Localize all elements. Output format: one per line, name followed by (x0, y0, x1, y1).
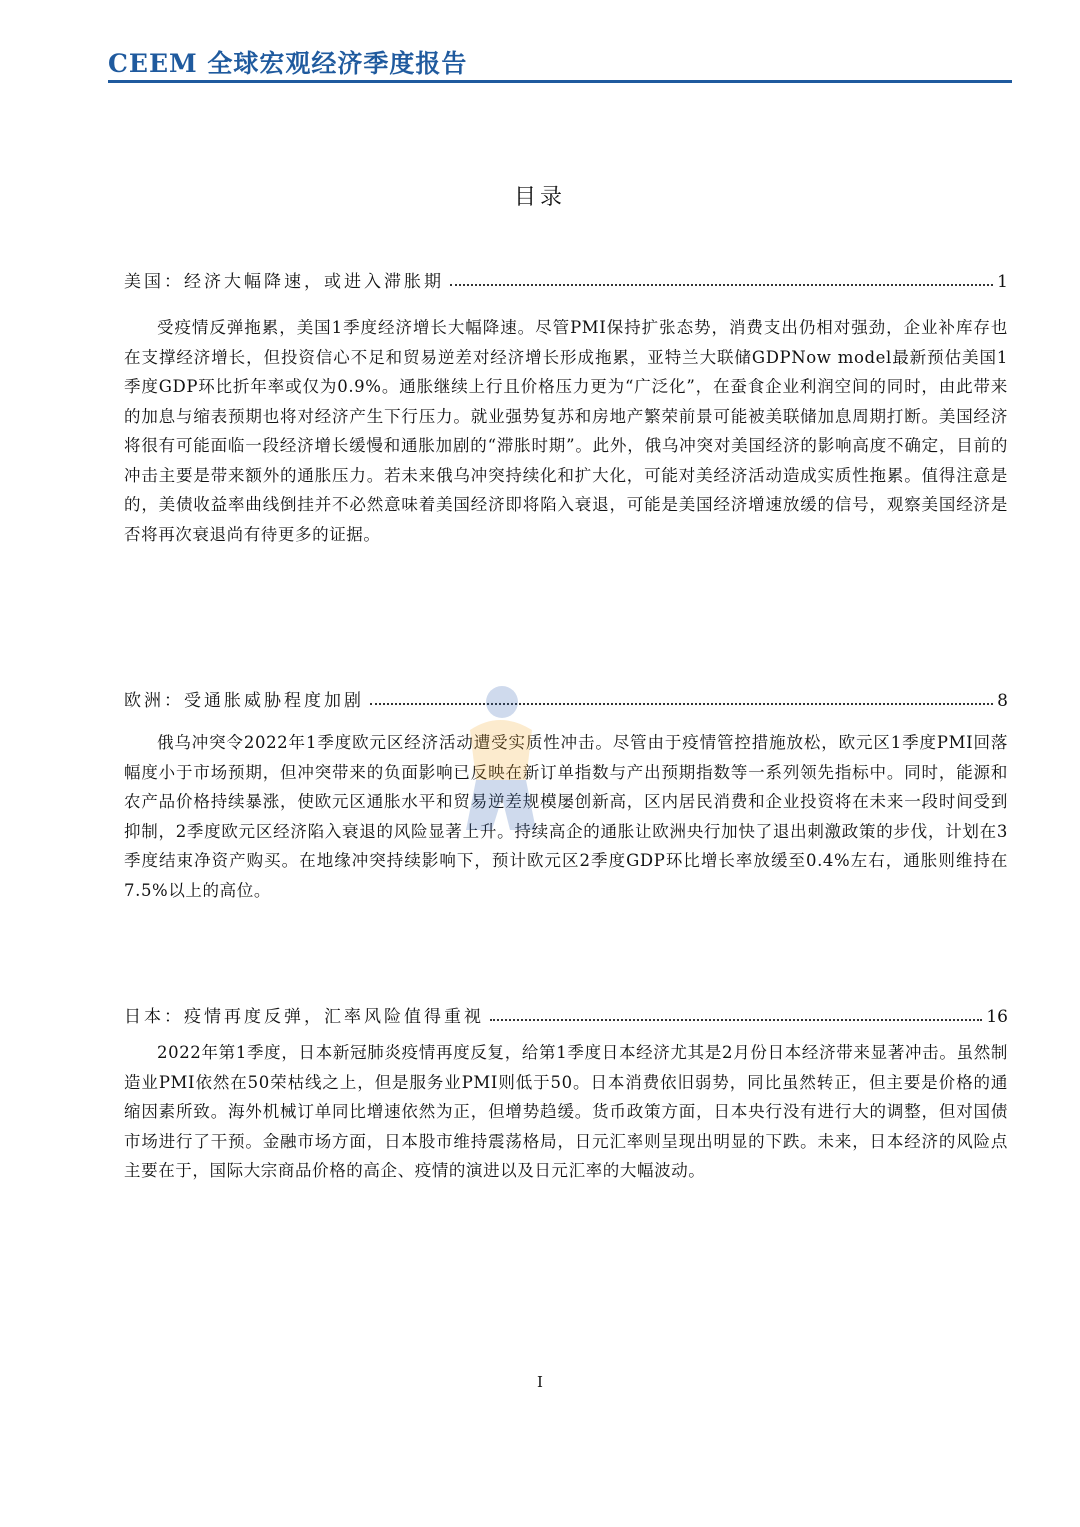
page-number: I (537, 1373, 543, 1391)
toc-leader-dots (490, 1019, 982, 1021)
toc-title: 目录 (513, 185, 566, 210)
toc-entry-page: 1 (997, 272, 1008, 292)
toc-entry-label: 美国：经济大幅降速，或进入滞胀期 (124, 272, 444, 292)
toc-entry-page: 16 (986, 1007, 1008, 1027)
toc-entry-europe[interactable] (124, 681, 1008, 711)
section-summary-japan: 2022年第1季度，日本新冠肺炎疫情再度反复，给第1季度日本经济尤其是2月份日本经济带来显著冲击。虽然制造业PMI依然在50荣枯线之上，但是服务业PMI则低于50。日本消费依旧弱势，同比虽然转正，但主要是价格的通缩因素所致。海外机械订单同比增速依然为正，但增势趋缓。货币政策方面，日本央行没有进行大的调整，但对国债市场进行了干预。金融市场方面，日本股市维持震荡格局，日元汇率则呈现出明显的下跌。未来，日本经济的风险点主要在于，国际大宗商品价格的高企、疫情的演进以及日元汇率的大幅波动。 (124, 1043, 1008, 1180)
toc-entry-label: 欧洲：受通胀威胁程度加剧 (124, 691, 364, 711)
toc-entry-us[interactable] (124, 262, 1008, 292)
header-divider (108, 80, 1012, 83)
toc-entry-page: 8 (997, 691, 1008, 711)
report-header (108, 40, 1012, 84)
section-summary-europe: 俄乌冲突令2022年1季度欧元区经济活动遭受实质性冲击。尽管由于疫情管控措施放松，欧元区1季度PMI回落幅度小于市场预期，但冲突带来的负面影响已反映在新订单指数与产出预期指数等一系列领先指标中。同时，能源和农产品价格持续暴涨，使欧元区通胀水平和贸易逆差规模屡创新高，区内居民消费和企业投资将在未来一段时间受到抑制，2季度欧元区经济陷入衰退的风险显著上升。持续高企的通胀让欧洲央行加快了退出刺激政策的步伐，计划在3季度结束净资产购买。在地缘冲突持续影响下，预计欧元区2季度GDP环比增长率放缓至0.4%左右，通胀则维持在7.5%以上的高位。 (124, 733, 1008, 900)
toc-entry-label: 日本：疫情再度反弹，汇率风险值得重视 (124, 1007, 484, 1027)
section-summary-us: 受疫情反弹拖累，美国1季度经济增长大幅降速。尽管PMI保持扩张态势，消费支出仍相对强劲，企业补库存也在支撑经济增长，但投资信心不足和贸易逆差对经济增长形成拖累，亚特兰大联储GDPNow model最新预估美国1季度GDP环比折年率或仅为0.9%。通胀继续上行且价格压力更为“广泛化”，在蚕食企业利润空间的同时，由此带来的加息与缩表预期也将对经济产生下行压力。就业强势复苏和房地产繁荣前景可能被美联储加息周期打断。美国经济将很有可能面临一段经济增长缓慢和通胀加剧的“滞胀时期”。此外，俄乌冲突对美国经济的影响高度不确定，目前的冲击主要是带来额外的通胀压力。若未来俄乌冲突持续化和扩大化，可能对美经济活动造成实质性拖累。值得注意是的，美债收益率曲线倒挂并不必然意味着美国经济即将陷入衰退，可能是美国经济增速放缓的信号，观察美国经济是否将再次衰退尚有待更多的证据。 (124, 318, 1008, 544)
report-title: CEEM 全球宏观经济季度报告 (108, 49, 468, 78)
toc-leader-dots (450, 284, 993, 286)
watermark-figure-icon (440, 680, 560, 840)
toc-entry-japan[interactable] (124, 997, 1008, 1027)
